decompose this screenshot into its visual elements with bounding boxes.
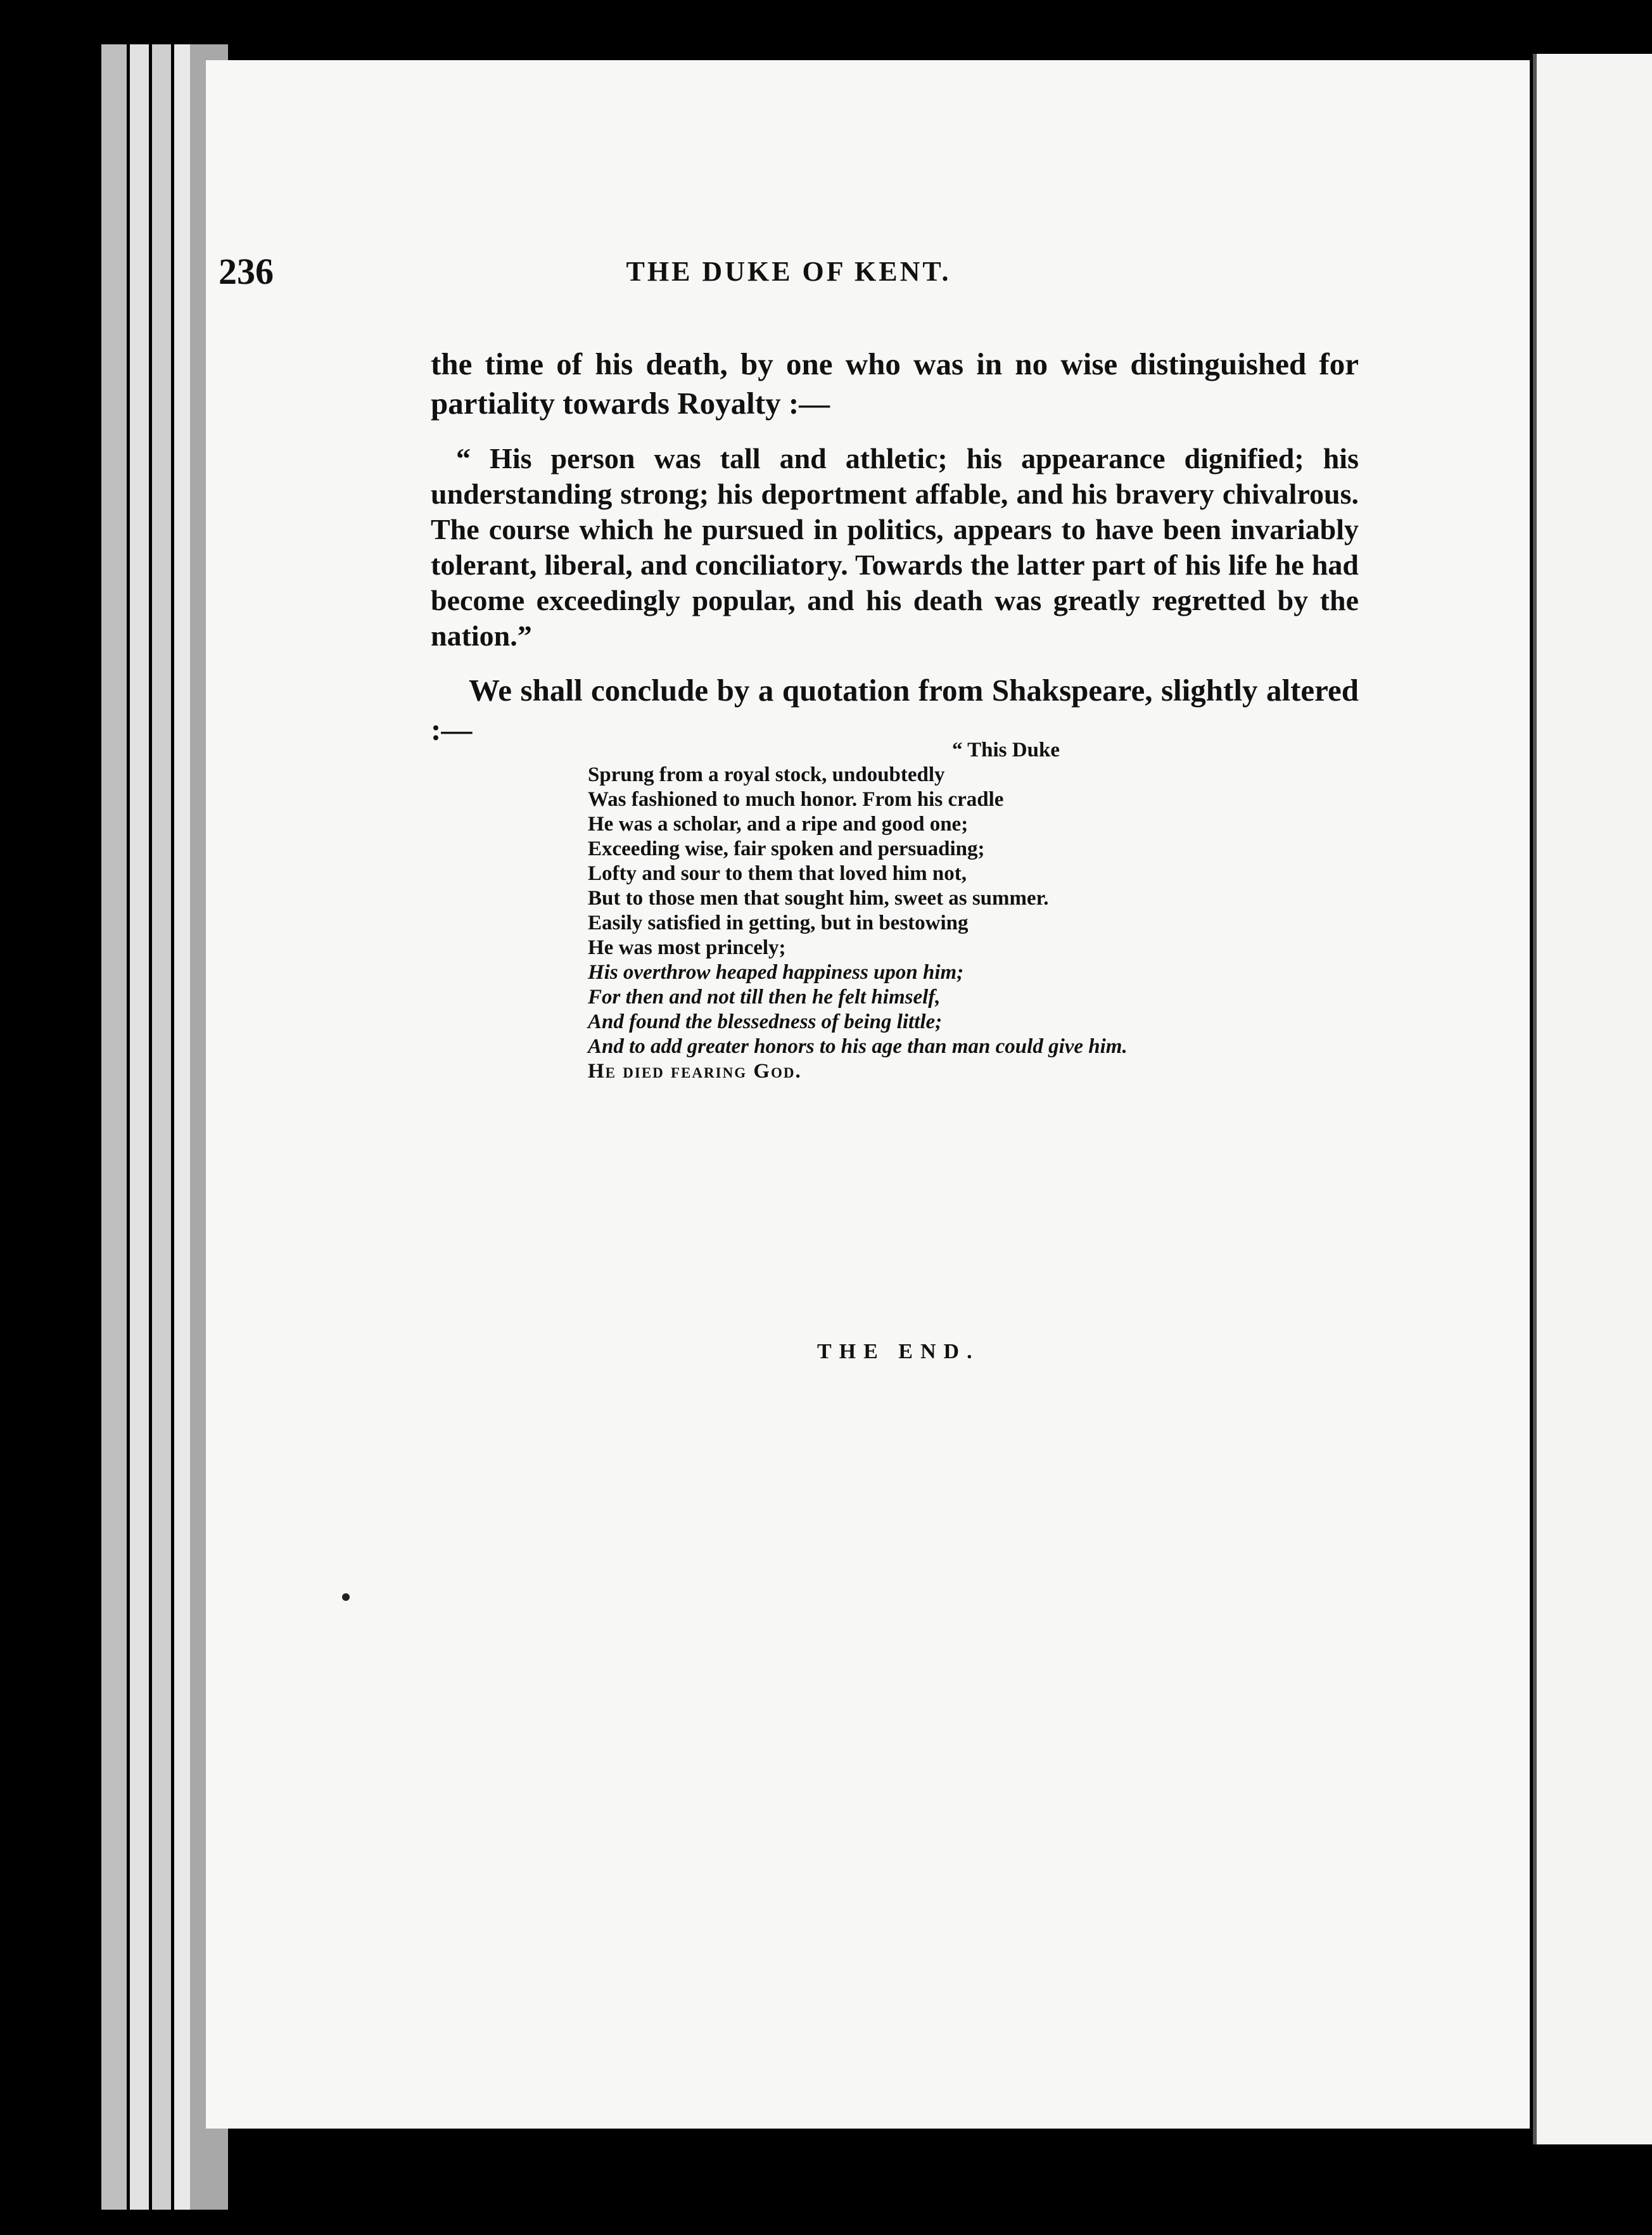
poem-line: For then and not till then he felt himself,	[588, 986, 941, 1009]
page-edge	[130, 44, 149, 2210]
quotation-paragraph: “ His person was tall and athletic; his appearance dignified; his understanding strong; his deportment affable, and his bravery chivalrous. The course which he pursued in politics, appears to have been invariably tolerant, liberal, and conciliatory. Towards the latter part of his life he had become exceedingly popular, and his death was greatly regretted by the nation.”	[431, 442, 1359, 652]
the-end: THE END.	[817, 1340, 980, 1363]
poem-line: Sprung from a royal stock, undoubtedly	[588, 763, 945, 786]
page-number: 236	[219, 251, 274, 292]
poem-line: He was a scholar, and a ripe and good one;	[588, 813, 969, 836]
poem-line: And to add greater honors to his age than man could give him.	[588, 1035, 1128, 1058]
poem-line: His overthrow heaped happiness upon him;	[588, 961, 964, 984]
poem-line: And found the blessedness of being little;	[588, 1010, 943, 1033]
ink-speck	[342, 1593, 350, 1601]
poem-line: But to those men that sought him, sweet as summer.	[588, 887, 1049, 910]
poem-line: Was fashioned to much honor. From his cradle	[588, 788, 1004, 811]
intro-paragraph: the time of his death, by one who was in no wise distinguished for partiality towards Royalty :—	[431, 347, 1359, 421]
poem-line: He died fearing God.	[588, 1060, 802, 1083]
poem-line: He was most princely;	[588, 936, 786, 959]
running-head	[219, 250, 1359, 295]
opposite-page-edge	[1533, 54, 1652, 2144]
poem-line: Lofty and sour to them that loved him not,	[588, 862, 967, 885]
poem-line: “ This Duke	[952, 739, 1060, 761]
running-title: THE DUKE OF KENT.	[626, 256, 951, 287]
poem-line: Exceeding wise, fair spoken and persuading;	[588, 837, 985, 860]
poem-line: Easily satisfied in getting, but in bestowing	[588, 912, 969, 934]
conclusion-paragraph: We shall conclude by a quotation from Shakspeare, slightly altered :—	[431, 673, 1359, 747]
page-edge	[152, 44, 171, 2210]
page-edge	[101, 44, 127, 2210]
poem	[588, 738, 1348, 1084]
